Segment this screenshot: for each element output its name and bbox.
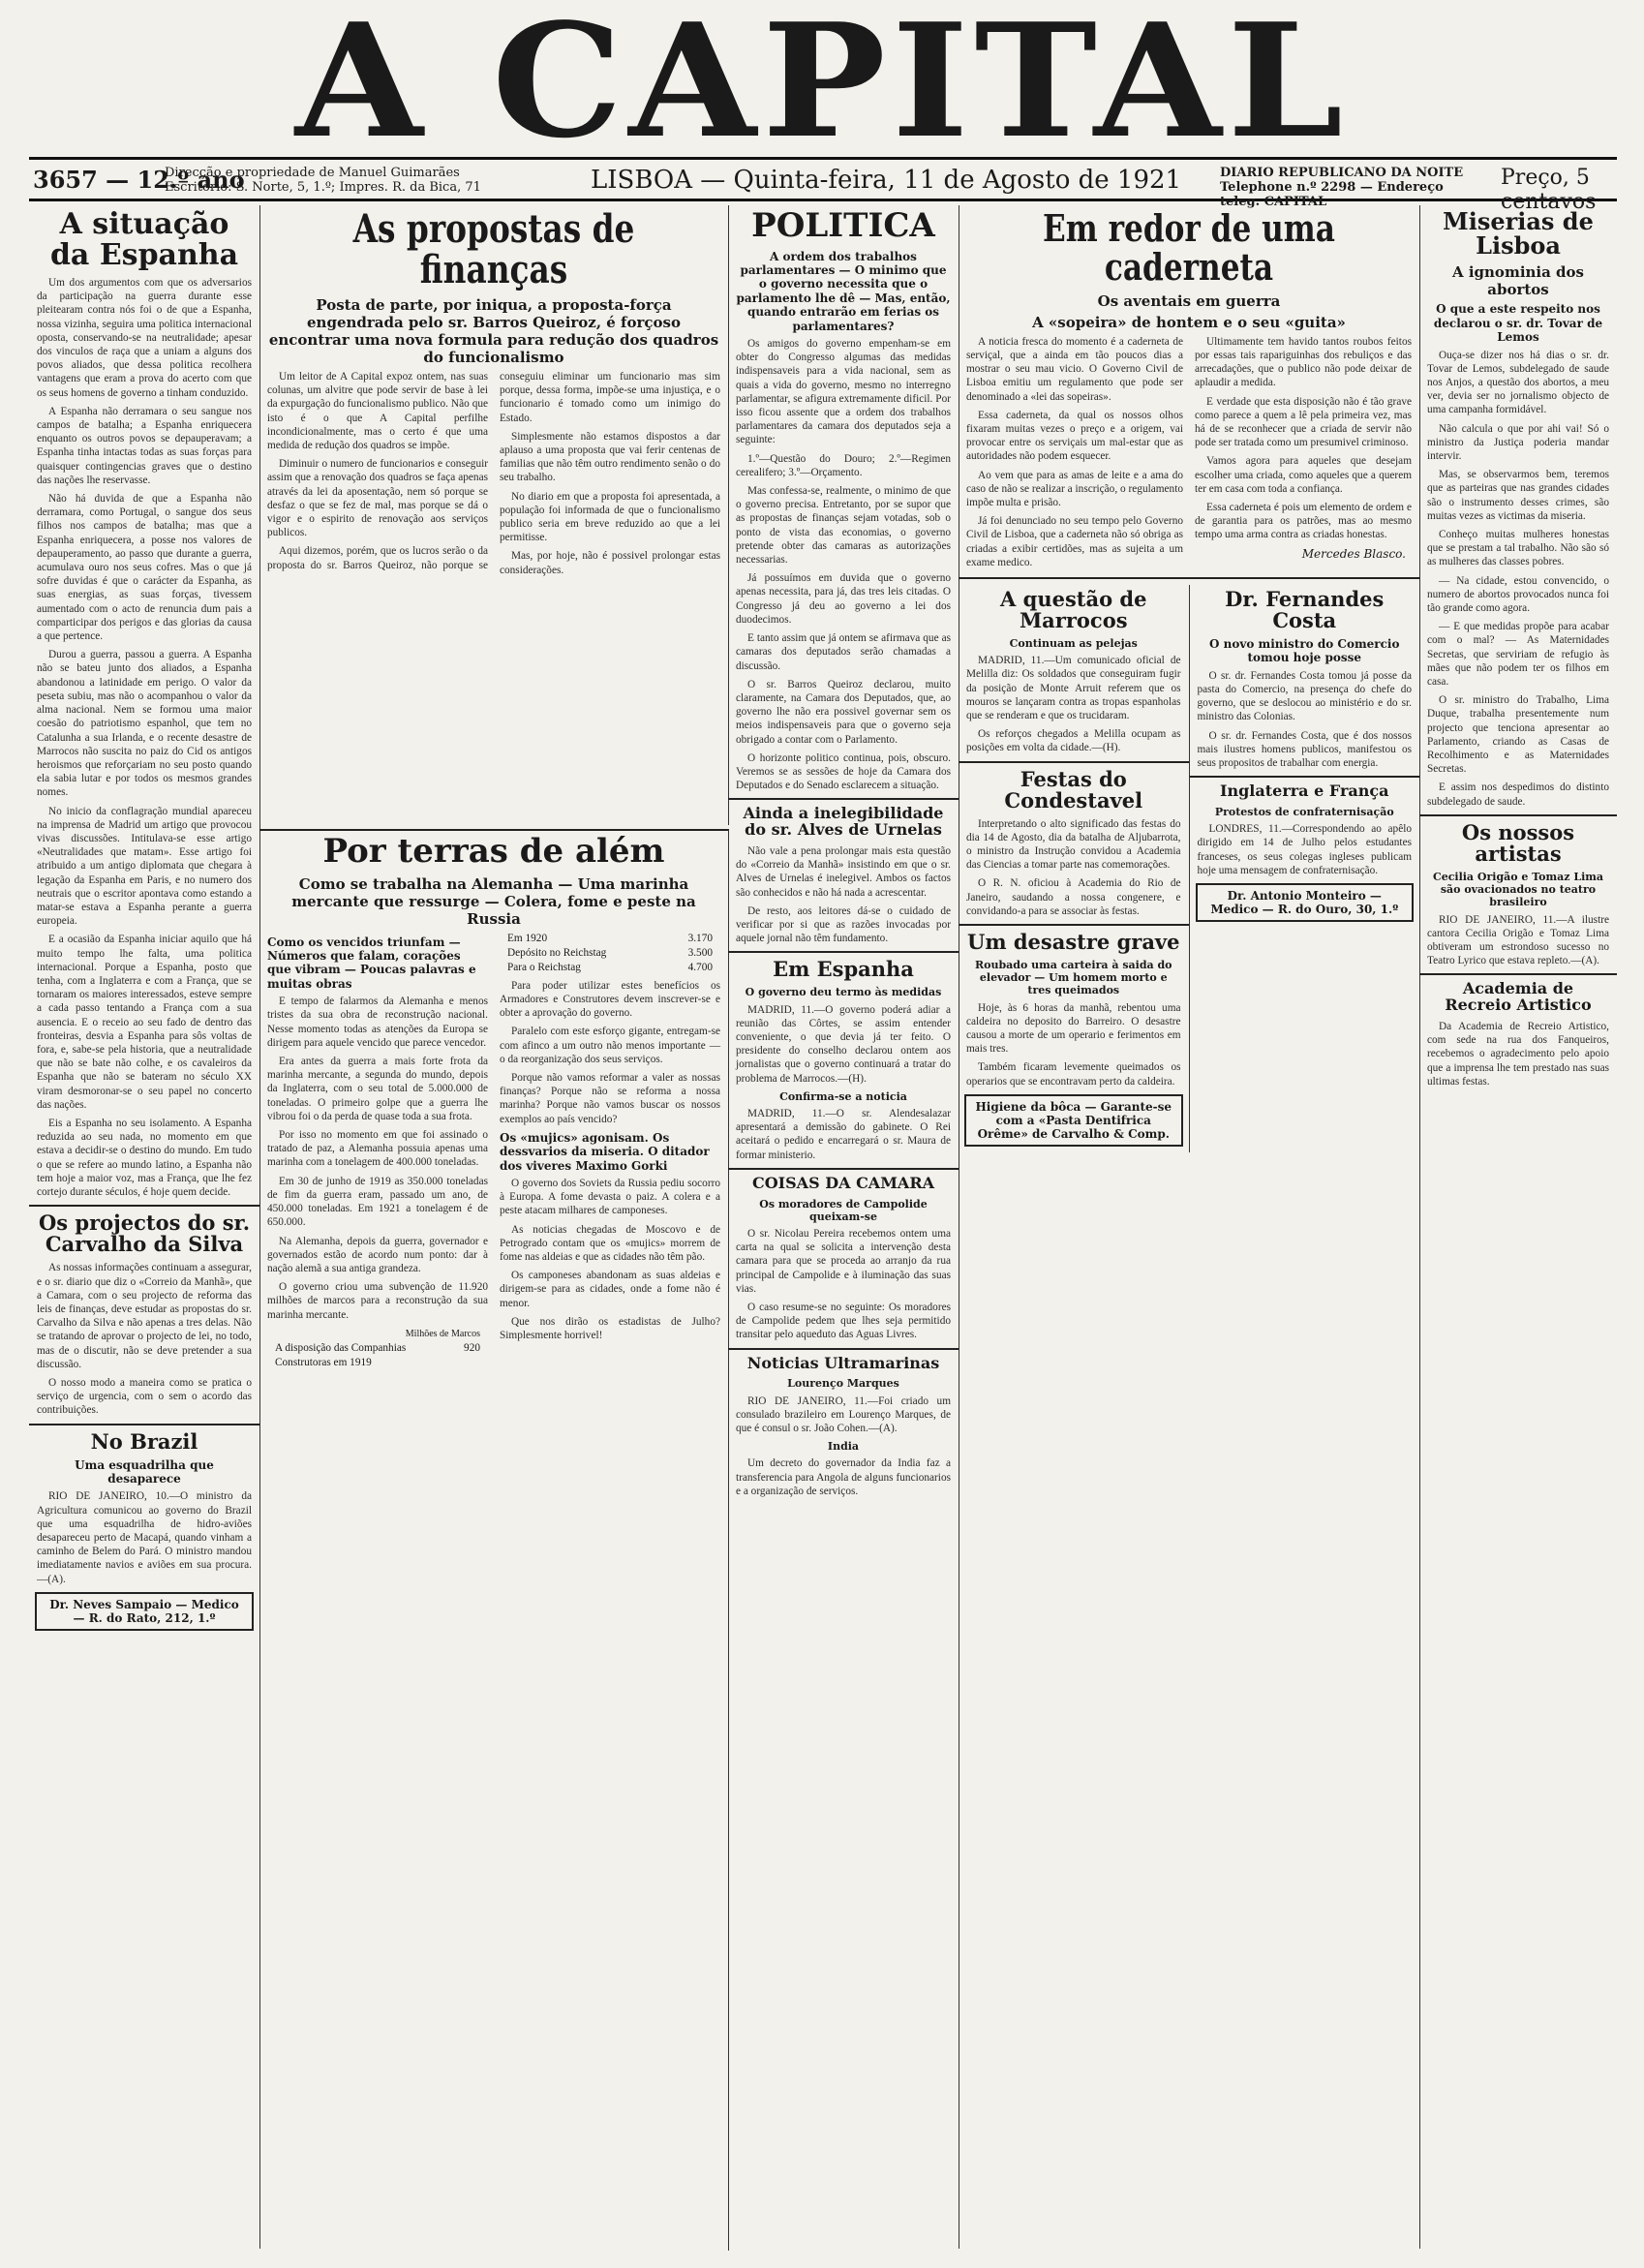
- editorial-info: [165, 166, 533, 195]
- lower-split: [959, 585, 1419, 1152]
- headline-politica: POLITICA: [751, 206, 935, 245]
- paragraph: MADRID, 11.—O governo poderá adiar a reunião das Côrtes, se assim entender conveniente, o que devia já ter feito. O presidente do conselho declarou ontem aos jornalistas que o governo continuará a tratar do problema de Marrocos.—(H).: [736, 1003, 951, 1085]
- table-cell: 3.170: [687, 932, 713, 944]
- paragraph: Na Alemanha, depois da guerra, governador e governados estão de acordo num ponto: dar à nação alemã a sua antiga grandeza.: [267, 1235, 488, 1274]
- paragraph: O sr. Nicolau Pereira recebemos ontem uma carta na qual se solicita a intervenção desta camara para que se proceda ao arranjo da rua principal de Campolide e à iluminação das suas vias.: [736, 1227, 951, 1295]
- divider: [959, 761, 1189, 763]
- article-carvalho: [29, 1212, 259, 1417]
- columns: [29, 205, 1617, 2249]
- paragraph: E verdade que esta disposição não é tão grave como parece a quem a lê pela primeira vez, mas há de se reconhecer que a criada de servir não pode ser tratada como um presumivel criminoso.: [1195, 395, 1412, 449]
- subhead: Os aventais em guerra: [1097, 291, 1281, 310]
- article-fernandes-costa: [1190, 586, 1420, 770]
- article-espanha: [29, 209, 259, 1199]
- article-body: [267, 370, 720, 577]
- paragraph: Um leitor de A Capital expoz ontem, nas suas colunas, um alvitre que pode servir de base à lei da expurgação do funcionalismo publico. Não que isto é o que A Capital perfilhe incondicionalmente, mas o certo é que uma medida de redução dos quadros se impõe.: [267, 371, 488, 452]
- paragraph: Mas, se observarmos bem, teremos que as parteiras que nas grandes cidades são o instrumento desses crimes, são muitas vezes as victimas da miseria.: [1427, 469, 1609, 522]
- column-4: [959, 205, 1420, 2249]
- article-inglaterra: [1190, 783, 1420, 877]
- paragraph: Ultimamente tem havido tantos roubos feitos por essas tais rapariguinhas dos rebuliços e das arrecadações, que o publico não pode deixar de aplaudir a medida.: [1195, 335, 1412, 389]
- subhead: Como os vencidos triunfam — Números que falam, corações que vibram — Poucas palavras e muitas obras: [267, 935, 476, 991]
- article-em-espanha: [728, 959, 959, 1161]
- subhead: O novo ministro do Comercio tomou hoje posse: [1208, 636, 1400, 665]
- paragraph: Os reforços chegados a Melilla ocupam as posições em volta da cidade.—(H).: [966, 728, 1181, 754]
- paragraph: — Na cidade, estou convencido, o numero de abortos provocados nunca foi tão grande como agora.: [1427, 574, 1609, 614]
- paragraph: No inicio da conflagração mundial apareceu na imprensa de Madrid um artigo que provocou vivas discussões. Intitulava-se esse artigo «Neutralidades que matam». Esse artigo foi atribuido a um antigo diplomata que chegara à legação da Espanha em Paris, e no numero dos neutrais que o escritor apontava como estando a matar-se estava a Espanha perante a guerra europeia.: [37, 805, 252, 928]
- paragraph: Da Academia de Recreio Artistico, com sede na rua dos Fanqueiros, recebemos o agradecimento pelo apoio que a imprensa lhe tem prestado nas suas ultimas festas.: [1427, 1020, 1609, 1088]
- article-academia: [1419, 981, 1617, 1088]
- headline-espanha: [37, 209, 252, 270]
- paragraph: O horizonte politico continua, pois, obscuro. Veremos se as sessões de hoje da Camara dos Deputados e do Senado esclarecem a situação.: [736, 751, 951, 792]
- paragraph: Paralelo com este esforço gigante, entregam-se com afinco a um outro não menos importante — o da reorganização dos seus serviços.: [500, 1026, 720, 1065]
- subhead: A ordem dos trabalhos parlamentares — O minimo que o governo necessita que o parlamento lhe dê — Mas, então, quando entrarão em ferias os parlamentares?: [736, 249, 951, 333]
- headline-marrocos: A questão de Marrocos: [1000, 586, 1147, 632]
- diario-line: DIARIO REPUBLICANO DA NOITE: [1220, 166, 1464, 180]
- article-ultramarinas: [728, 1353, 959, 1498]
- table-row: [507, 946, 713, 961]
- paragraph: No diario em que a proposta foi apresentada, a população foi informada de que o funcionalismo publico seria em breve reduzido ao que a lei permitisse.: [500, 490, 720, 544]
- paragraph: O caso resume-se no seguinte: Os moradores de Campolide pedem que lhes seja permitido transitar pelo aqueduto das Aguas Livres.: [736, 1301, 951, 1341]
- table-cell: 3.500: [687, 946, 713, 959]
- article-body: [267, 932, 720, 1370]
- subhead: Protestos de confraternisação: [1214, 805, 1394, 818]
- paragraph: E assim nos despedimos do distinto subdelegado de saude.: [1427, 782, 1609, 808]
- headline-miserias: Miserias de Lisboa: [1443, 207, 1594, 261]
- article-alem: [259, 829, 729, 2251]
- paragraph: Já possuímos em duvida que o governo apenas necessita, para já, das tres leis citadas. O Congresso já deu ao governo a lei dos duodecimos.: [736, 572, 951, 626]
- paragraph: Porque não vamos reformar a valer as nossas finanças? Porque não se reforma a nossa marinha? Porque não vamos buscar os nossos exemplos ao país vencido?: [500, 1071, 720, 1125]
- paragraph: Essa caderneta é pois um elemento de ordem e de garantia para os patrões, mas ao mesmo tempo uma arma contra as criadas honestas.: [1195, 502, 1412, 541]
- headline-inglaterra: Inglaterra e França: [1220, 782, 1389, 801]
- subhead: Confirma-se a noticia: [779, 1089, 907, 1103]
- headline-ultramarinas: Noticias Ultramarinas: [746, 1353, 940, 1372]
- subhead: Como se trabalha na Alemanha — Uma marinha mercante que ressurge — Colera, fome e peste na Russia: [291, 874, 696, 928]
- advertisement: Dr. Neves Sampaio — Medico — R. do Rato, 212, 1.º: [35, 1592, 254, 1631]
- paragraph: De resto, aos leitores dá-se o cuidado de verificar por si que as razões invocadas por aquele jornal não têm fundamento.: [736, 904, 951, 945]
- paragraph: Essa caderneta, da qual os nossos olhos fixaram muitas vezes o preço e a origem, vai provocar entre os serviçais um mal-estar que as autoridades não podem esquecer.: [966, 409, 1183, 463]
- paragraph: Um dos argumentos com que os adversarios da participação na guerra durante esse pleitearam contra nós foi o de que a Espanha, nossa vizinha, seguira uma politica internacional oposta, conservando-se na neutralidade; apesar dos vinculos de raça que a uniam a alguns dos povos aliados, que dessa politica recolhera vantagens que eram a prova do acerto com que os seus homens de governo a tinham conduzido.: [37, 277, 252, 399]
- paragraph: Os camponeses abandonam as suas aldeias e dirigem-se para as cidades, onde a fome não é menor.: [500, 1270, 720, 1309]
- divider: [1190, 776, 1420, 778]
- headline-camara: COISAS DA CAMARA: [751, 1173, 935, 1192]
- subhead: A «sopeira» de hontem e o seu «guita»: [1032, 313, 1346, 331]
- paragraph: Não há duvida de que a Espanha não derramara, como Portugal, o sangue dos seus filhos nos campos de batalha; mas que a Espanha enriquecera, a posse nos valores de depauperamento, ao passo que durante a guerra, acumulava ouro nos seus cofres. Mas o que já sofre duvidas é que o carácter da Espanha, as suas energias, as suas forças, tivessem aumentado com o acto de renuncia dum pais a comparticipar dos perigos e das glorias da causa a que pertence.: [37, 493, 252, 643]
- paragraph: Não calcula o que por ahi vai! Só o ministro da Justiça poderia mandar intervir.: [1427, 422, 1609, 462]
- subhead: Posta de parte, por iniqua, a proposta-força engendrada pelo sr. Barros Queiroz, é forçoso encontrar uma nova formula para redução dos quadros do funcionalismo: [268, 296, 719, 366]
- headline-academia: Academia de Recreio Artistico: [1445, 979, 1592, 1015]
- advertisement: Dr. Antonio Monteiro — Medico — R. do Ouro, 30, 1.º: [1196, 883, 1415, 922]
- article-camara: [728, 1173, 959, 1342]
- article-urnelas: [728, 806, 959, 945]
- paragraph: E tanto assim que já ontem se afirmava que as camaras dos deputados serão chamadas a discussão.: [736, 632, 951, 672]
- paragraph: O sr. Barros Queiroz declarou, muito claramente, na Camara dos Deputados, que, ao governo lhe não era possivel governar sem os meios indispensaveis para que o governo seja obrigado a contar com o Parlamento.: [736, 678, 951, 746]
- paragraph: Já foi denunciado no seu tempo pelo Governo Civil de Lisboa, que a caderneta não só obriga as criadas a exibir certidões, mas as sujeita a um exame medico.: [966, 515, 1183, 568]
- lower-right: [1190, 585, 1420, 1152]
- paragraph: O governo criou uma subvenção de 11.920 milhões de marcos para a reconstrução da sua marinha mercante.: [267, 1281, 488, 1321]
- paragraph: — E que medidas propõe para acabar com o mal? — As Maternidades Secretas, que serviriam de refugio às mães que não podem ter os filhos em casa.: [1427, 621, 1609, 689]
- paragraph: Mas, por hoje, não é possivel prolongar estas considerações.: [500, 550, 720, 576]
- paragraph: Ao vem que para as amas de leite e a ama do caso de não se realizar a inscrição, o regulamento impõe multa e prisão.: [966, 469, 1183, 509]
- paragraph: Hoje, às 6 horas da manhã, rebentou uma caldeira no deposito do Barreiro. O desastre causou a morte de um operario e ferimentos em mais tres.: [966, 1001, 1181, 1056]
- divider: [1419, 973, 1617, 975]
- subhead: Os moradores de Campolide queixam-se: [759, 1197, 928, 1223]
- headline-artistas: Os nossos artistas: [1461, 819, 1575, 866]
- paragraph: Eis a Espanha no seu isolamento. A Espanha reduzida ao seu nada, no momento em que estava a decidir-se o destino do mundo. Em tudo o que se refere ao mundo latino, a Espanha não tem hoje a maior voz, mas a França, que lhe fez cortejo durante séculos, é hoje quem decide.: [37, 1117, 252, 1198]
- article-artistas: [1419, 819, 1617, 967]
- divider: [959, 577, 1419, 579]
- paragraph: O nosso modo a maneira como se pratica o serviço de urgencia, com o sem o acordo das contribuições.: [37, 1376, 252, 1417]
- headline-urnelas: Ainda a inelegibilidade do sr. Alves de Urnelas: [743, 804, 944, 840]
- headline-alem: Por terras de além: [322, 832, 665, 871]
- column-3: [728, 205, 959, 2249]
- column-1: [29, 205, 260, 2249]
- divider: [728, 1168, 959, 1170]
- article-caderneta: [959, 206, 1419, 571]
- paragraph: Um decreto do governador da India faz a transferencia para Angola de alguns funcionarios e a organização de serviços.: [736, 1457, 951, 1497]
- divider: [728, 798, 959, 800]
- article-miserias: [1419, 209, 1617, 809]
- paragraph: 1.º—Questão do Douro; 2.º—Regimen cerealifero; 3.º—Orçamento.: [736, 452, 951, 478]
- paragraph: Ouça-se dizer nos há dias o sr. dr. Tovar de Lemos, subdelegado de saude nos Anjos, a questão dos abortos, a meu ver, devia ser no jornalismo objecto de uma campanha formidável.: [1427, 349, 1609, 416]
- office-line: Escritório: S. Norte, 5, 1.º; Impres. R. da Bica, 71: [165, 180, 481, 195]
- lower-left: [959, 585, 1190, 1152]
- paragraph: Para poder utilizar estes benefícios os Armadores e Construtores devem inscrever-se e obter a aprovação do governo.: [500, 979, 720, 1020]
- issue-price: Preço, 5 centavos: [1501, 166, 1597, 214]
- article-brazil: [29, 1428, 259, 1586]
- paragraph: Simplesmente não estamos dispostos a dar aplauso a uma proposta que vai ferir centenas de familias que não têm outro rendimento senão o do seu trabalho.: [500, 430, 720, 484]
- article-marrocos: [959, 586, 1189, 755]
- paragraph: MADRID, 11.—O sr. Alendesalazar apresentará a demissão do gabinete. O Rei aceitará o pedido e encarregará o sr. Maura de formar ministerio.: [736, 1107, 951, 1161]
- article-body: [966, 335, 1412, 571]
- headline-desastre: Um desastre grave: [967, 930, 1180, 955]
- direction-line: Direcção e propriedade de Manuel Guimarães: [165, 166, 460, 180]
- paragraph: Mas confessa-se, realmente, o minimo de que o governo precisa. Entretanto, por se supor que as propostas de finanças sejam votadas, sob o ponto de vista das economias, o governo pretende obter das camaras as autorizações necessarias.: [736, 485, 951, 567]
- table-cell: Para o Reichstag: [507, 961, 581, 973]
- headline-line: A situação: [59, 207, 229, 241]
- paragraph: Diminuir o numero de funcionarios e conseguir assim que a renovação dos quadros se faça apenas através da lei da aposentação, nem só porque se desfaz o que se fez de mal, mas porque se dá o vigor e o espirito de renovação aos serviços publicos.: [267, 458, 488, 539]
- subhead: Uma esquadrilha que desaparece: [75, 1457, 214, 1486]
- telephone-line: Telephone n.º 2298 — Endereço teleg. CAPITAL: [1220, 180, 1444, 209]
- paragraph: O sr. dr. Fernandes Costa tomou já posse da pasta do Comercio, na presença do chefe do governo, que se deslocou ao ministério e do sr. ministro das Colonias.: [1197, 669, 1412, 723]
- headline-fernandes-costa: Dr. Fernandes Costa: [1225, 586, 1385, 632]
- issue-info-bar: [29, 157, 1617, 214]
- paragraph: O sr. dr. Fernandes Costa, que é dos nossos mais ilustres homens publicos, manifestou os seus propositos de trabalhar com energia.: [1197, 729, 1412, 769]
- table-header: Milhões de Marcos: [405, 1328, 480, 1339]
- paragraph: O sr. ministro do Trabalho, Lima Duque, trabalha presentemente num projecto que tenciona apresentar ao Parlamento, criando as Casas de Recolhimento e as Maternidades Secretas.: [1427, 694, 1609, 776]
- paragraph: Aqui dizemos, porém, que os lucros serão o da proposta do sr. Barros Queiroz, não porque se conseguiu eliminar um funcionario mas sim porque, dessa forma, impõe-se uma injustiça, e o funcionario é tomado como um inimigo do Estado.: [267, 371, 720, 571]
- paragraph: A Espanha não derramara o seu sangue nos campos de batalha; a Espanha enriquecera enquanto os outros povos se depauperavam; a Espanha tinha intactas todas as suas forças para quaisquer contingencias graves que o destino das nações lhe reservasse.: [37, 405, 252, 486]
- paragraph: Em 30 de junho de 1919 as 350.000 toneladas de fim da guerra eram, passado um ano, de 450.000 toneladas. Em 1921 a tonelagem é de 650.000.: [267, 1175, 488, 1229]
- divider: [1419, 814, 1617, 816]
- subhead: Cecilia Origão e Tomaz Lima são ovacionados no teatro brasileiro: [1432, 870, 1604, 909]
- paragraph: Não vale a pena prolongar mais esta questão do «Correio da Manhã» insistindo em que o sr. Alves de Urnelas é inelegivel. Ambos os factos são conhecidos e não há nada a acrescentar.: [736, 844, 951, 899]
- headline-em-espanha: Em Espanha: [773, 957, 914, 982]
- article-financas: [259, 206, 728, 577]
- article-condestavel: [959, 766, 1189, 919]
- advertisement: Higiene da bôca — Garante-se com a «Pasta Dentifrica Orême» de Carvalho & Comp.: [964, 1094, 1183, 1147]
- divider: [29, 1205, 259, 1207]
- table-cell: 4.700: [687, 961, 713, 973]
- subhead: India: [827, 1440, 860, 1454]
- table-row: [275, 1341, 480, 1370]
- divider: [29, 1424, 259, 1425]
- subhead: O governo deu termo às medidas: [745, 986, 942, 999]
- paragraph: RIO DE JANEIRO, 11.—A ilustre cantora Cecilia Origão e Tomaz Lima obtiveram um estrondoso sucesso no Teatro Lyrico que estava repleto.—(A).: [1427, 913, 1609, 967]
- divider: [728, 951, 959, 953]
- paragraph: RIO DE JANEIRO, 11.—Foi criado um consulado brazileiro em Lourenço Marques, de que é consul o sr. João Cohen.—(A).: [736, 1395, 951, 1434]
- subhead: Roubado uma carteira à saida do elevador — Um homem morto e tres queimados: [974, 959, 1172, 997]
- diario-info: [1220, 166, 1472, 209]
- table-row: [507, 961, 713, 975]
- table-cell: Depósito no Reichstag: [507, 946, 607, 959]
- paragraph: MADRID, 11.—Um comunicado oficial de Melilla diz: Os soldados que conseguiram fugir da posição de Monte Arruit referem que os mouros se lançaram contra as tropas espanholas que se renderam e que os trucidaram.: [966, 655, 1181, 721]
- paragraph: As nossas informações continuam a assegurar, e o sr. diario que diz o «Correio da Manhã», que a Camara, com o seu projecto de reforma das leis de finanças, deve estudar as propostas do sr. Carvalho da Silva e não apenas a tres delas. Não se tratando de aprovar o projecto de lei, no todo, mas de o discutir, não se deve pretender a sua discussão.: [37, 1262, 252, 1370]
- headline-carvalho: Os projectos do sr. Carvalho da Silva: [38, 1211, 251, 1257]
- subhead: Os «mujics» agonisam. Os dessvarios da miseria. O ditador dos viveres Maximo Gorki: [500, 1130, 710, 1173]
- table-cell: A disposição das Companhias Construtoras em 1919: [275, 1341, 407, 1368]
- newspaper-title: A CAPITAL: [294, 0, 1350, 173]
- paragraph: A noticia fresca do momento é a caderneta de serviçal, que a ainda em tão poucos dias a mostrar o seu mau vicio. O Governo Civil de Lisboa emitiu um regulamento que pode ser denominado a «lei das sopeiras».: [966, 335, 1183, 403]
- paragraph: O R. N. oficiou à Academia do Rio de Janeiro, saudando a nossa congenere, e convidando-a para se associar às festas.: [966, 877, 1181, 917]
- paragraph: Também ficaram levemente queimados os operarios que se encontravam perto da caldeira.: [966, 1061, 1181, 1088]
- paragraph: Que nos dirão os estadistas de Julho? Simplesmente horrivel!: [500, 1315, 720, 1341]
- paragraph: RIO DE JANEIRO, 10.—O ministro da Agricultura comunicou ao governo do Brazil que uma esquadrilha de hidro-aviões desapareceu perto de Macapá, quando vinham a caminho de Belem do Pará. O ministro mandou imediatamente navios e aviões em sua procura.—(A).: [37, 1490, 252, 1585]
- article-politica: [728, 206, 959, 792]
- issue-date: LISBOA — Quinta-feira, 11 de Agosto de 1921: [591, 166, 1182, 195]
- paragraph: LONDRES, 11.—Correspondendo ao apêlo dirigido em 14 de Julho pelos estudantes franceses, os seus colegas ingleses publicam hoje uma mensagem de confraternisação.: [1197, 823, 1412, 876]
- paragraph: E tempo de falarmos da Alemanha e menos tristes da sua obra de reconstrução nacional. Nesse momento todas as atenções da Europa se dirigem para aquele vencido que parece vencedor.: [267, 996, 488, 1049]
- issue-number: 3657 — 12.º ano: [33, 166, 245, 194]
- paragraph: As noticias chegadas de Moscovo e de Petrogrado contam que os «mujics» morrem de fome nas aldeias e que as cidades não têm pão.: [500, 1223, 720, 1263]
- subhead: A ignominia dos abortos: [1451, 263, 1584, 299]
- paragraph: E a ocasião da Espanha iniciar aquilo que há muito tempo lhe falta, uma politica internacional. Porque a Espanha, posto que tenha, com a Inglaterra e com a França, que se tornaram os maiores interessados, esteve sempre a cada passo tentando a França com a sua ausencia. E o receio ao seu fado de dentro das fronteiras, desvia a Espanha para sôs voltas de fora, e, sabe-se pela historia, que a neutralidade que não se bate não colhe, e os cavaleiros da Espanha que não se bateram no século XX viram desmoronar-se o seu papel no concerto das nações.: [37, 934, 252, 1111]
- headline-financas: As propostas de finanças: [352, 206, 635, 292]
- paragraph: O governo dos Soviets da Russia pediu socorro à Europa. A fome devasta o paiz. A colera e a peste atacam milhares de camponeses.: [500, 1177, 720, 1217]
- table-cell: 920: [464, 1341, 480, 1354]
- headline-line: da Espanha: [49, 237, 239, 272]
- column-5: [1419, 205, 1617, 2249]
- paragraph: Conheço muitas mulheres honestas que se prestam a tal trabalho. Não são só as mulheres das classes pobres.: [1427, 528, 1609, 568]
- paragraph: Por isso no momento em que foi assinado o tratado de paz, a Alemanha possuia apenas uma marinha com a tonelagem de 400.000 toneladas.: [267, 1129, 488, 1169]
- table-cell: Em 1920: [507, 932, 548, 944]
- subhead: O que a este respeito nos declarou o sr. dr. Tovar de Lemos: [1433, 302, 1603, 345]
- divider: [728, 1348, 959, 1350]
- subhead: Continuam as pelejas: [1009, 636, 1138, 650]
- column-2: [259, 205, 729, 825]
- signature: Mercedes Blasco.: [1301, 546, 1406, 561]
- article-desastre: [959, 932, 1189, 1088]
- divider: [959, 924, 1189, 926]
- paragraph: Era antes da guerra a mais forte frota da marinha mercante, a segunda do mundo, depois da Inglaterra, com o seu total de 5.000.000 de toneladas. O primeiro golpe que a guerra lhe vibrou foi o da perda de quase toda a sua frota.: [267, 1056, 488, 1122]
- table-row: [507, 932, 713, 946]
- headline-condestavel: Festas do Condestavel: [1004, 766, 1143, 812]
- headline-caderneta: Em redor de uma caderneta: [1043, 206, 1335, 289]
- paragraph: Durou a guerra, passou a guerra. A Espanha não se bateu junto dos aliados, a Espanha abandonou a latinidade em perigo. O valor da peseta subiu, mas não o acompanhou o valor da alma nacional. Nem se formou uma maior coesão do patriotismo espanhol, que tem no Catalunha a sua Irlanda, e o recente desastre de Marrocos não suscita no paiz do Cid os antigos heroismos que reforçariam no seu posto quando ela sabia lutar e por todos os mesmos grandes nomes.: [37, 649, 252, 799]
- paragraph: Vamos agora para aqueles que desejam escolher uma criada, como aqueles que a querem ter em casa com toda a confiança.: [1195, 455, 1412, 495]
- subhead: Lourenço Marques: [787, 1377, 899, 1391]
- paragraph: Interpretando o alto significado das festas do dia 14 de Agosto, dia da batalha de Aljubarrota, o ministro da Instrução convidou a Academia das Ciencias a tomar parte nas comemorações.: [966, 817, 1181, 872]
- headline-brazil: No Brazil: [90, 1428, 198, 1454]
- paragraph: Os amigos do governo empenham-se em obter do Congresso algumas das medidas indispensaveis para a vida nacional, sem as quais a vida do governo, mesmo no interregno parlamentar, se afigura extremamente dificil. Por isso ficou assente que a ordem dos trabalhos parlamentares da camara dos deputados seja a seguinte:: [736, 338, 951, 446]
